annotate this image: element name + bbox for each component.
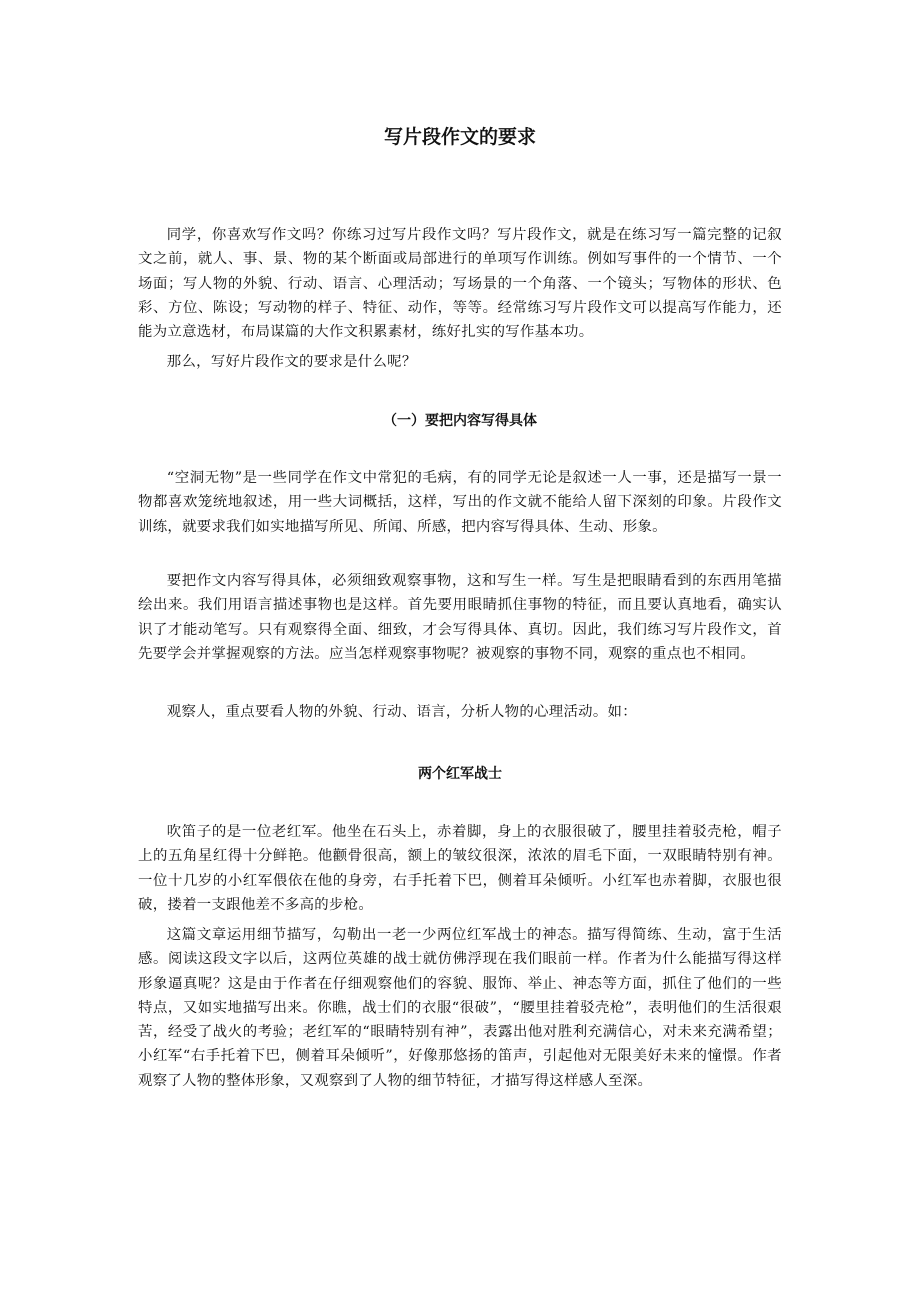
section-paragraph: 要把作文内容写得具体，必须细致观察事物，这和写生一样。写生是把眼睛看到的东西用笔描绘出来。我们用语言描述事物也是这样。首先要用眼睛抓住事物的特征，而且要认真地看，确实认识了才能动笔写。只有观察得全面、细致，才会写得具体、真切。因此，我们练习写片段作文，首先要学会并掌握观察的方法。应当怎样观察事物呢？被观察的事物不同，观察的重点也不相同。	[138, 573, 782, 662]
intro-question: 那么，写好片段作文的要求是什么呢？	[166, 354, 417, 370]
document-page	[138, 0, 782, 1302]
example-paragraph: 吹笛子的是一位老红军。他坐在石头上，赤着脚，身上的衣服很破了，腰里挂着驳壳枪，帽子上的五角星红得十分鲜艳。他颧骨很高，额上的皱纹很深，浓浓的眉毛下面，一双眼睛特别有神。一位十几岁的小红军偎依在他的身旁，右手托着下巴，侧着耳朵倾听。小红军也赤着脚，衣服也很破，搂着一支跟他差不多高的步枪。	[138, 824, 782, 913]
page-title: 写片段作文的要求	[383, 126, 536, 148]
section-paragraph: “空洞无物”是一些同学在作文中常犯的毛病，有的同学无论是叙述一人一事，还是描写一景一物都喜欢笼统地叙述，用一些大词概括，这样，写出的作文就不能给人留下深刻的印象。片段作文训练，就要求我们如实地描写所见、所闻、所感，把内容写得具体、生动、形象。	[138, 470, 782, 535]
example-heading: 两个红军战士	[418, 766, 502, 782]
section-heading: （一）要把内容写得具体	[383, 413, 537, 429]
section-paragraph: 观察人，重点要看人物的外貌、行动、语言，分析人物的心理活动。如：	[166, 704, 637, 720]
analysis-paragraph: 这篇文章运用细节描写，勾勒出一老一少两位红军战士的神态。描写得简练、生动，富于生活感。阅读这段文字以后，这两位英雄的战士就仿佛浮现在我们眼前一样。作者为什么能描写得这样形象逼真呢？这是由于作者在仔细观察他们的容貌、服饰、举止、神态等方面，抓住了他们的一些特点，又如实地描写出来。你瞧，战士们的衣服“很破”，“腰里挂着驳壳枪”，表明他们的生活很艰苦，经受了战火的考验；老红军的“眼睛特别有神”，表露出他对胜利充满信心，对未来充满希望；小红军“右手托着下巴，侧着耳朵倾听”，好像那悠扬的笛声，引起他对无限美好未来的憧憬。作者观察了人物的整体形象，又观察到了人物的细节特征，才描写得这样感人至深。	[138, 927, 782, 1089]
intro-paragraph: 同学，你喜欢写作文吗？你练习过写片段作文吗？写片段作文，就是在练习写一篇完整的记叙文之前，就人、事、景、物的某个断面或局部进行的单项写作训练。例如写事件的一个情节、一个场面；写人物的外貌、行动、语言、心理活动；写场景的一个角落、一个镜头；写物体的形状、色彩、方位、陈设；写动物的样子、特征、动作，等等。经常练习写片段作文可以提高写作能力，还能为立意选材，布局谋篇的大作文积累素材，练好扎实的写作基本功。	[138, 227, 782, 341]
